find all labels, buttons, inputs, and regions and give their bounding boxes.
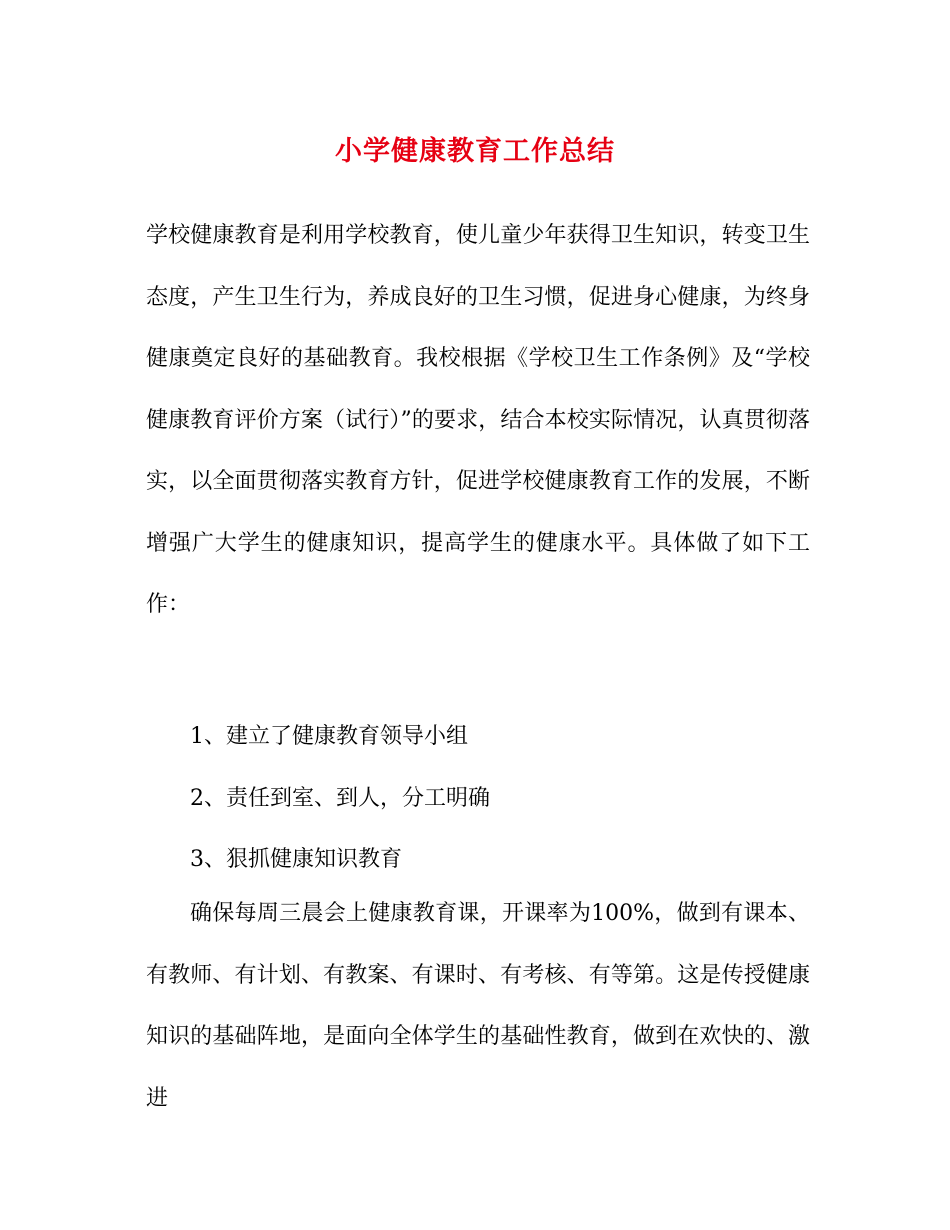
intro-paragraph: 学校健康教育是利用学校教育，使儿童少年获得卫生知识，转变卫生态度，产生卫生行为，养成良好的卫生习惯，促进身心健康，为终身健康奠定良好的基础教育。我校根据《学校卫生工作条例》及“学校健康教育评价方案（试行）”的要求，结合本校实际情况，认真贯彻落实，以全面贯彻落实教育方针，促进学校健康教育工作的发展，不断增强广大学生的健康知识，提高学生的健康水平。具体做了如下工作： bbox=[146, 223, 810, 617]
body-paragraph: 确保每周三晨会上健康教育课，开课率为100%，做到有课本、有教师、有计划、有教案、有课时、有考核、有等第。这是传授健康知识的基础阵地，是面向全体学生的基础性教育，做到在欢快的、激进 bbox=[146, 901, 810, 1111]
document-title: 小学健康教育工作总结 bbox=[335, 136, 615, 167]
list-item: 2、责任到室、到人，分工明确 bbox=[190, 785, 490, 811]
numbered-list bbox=[146, 706, 810, 891]
list-item: 1、建立了健康教育领导小组 bbox=[190, 724, 468, 749]
list-item: 3、狠抓健康知识教育 bbox=[190, 847, 402, 872]
